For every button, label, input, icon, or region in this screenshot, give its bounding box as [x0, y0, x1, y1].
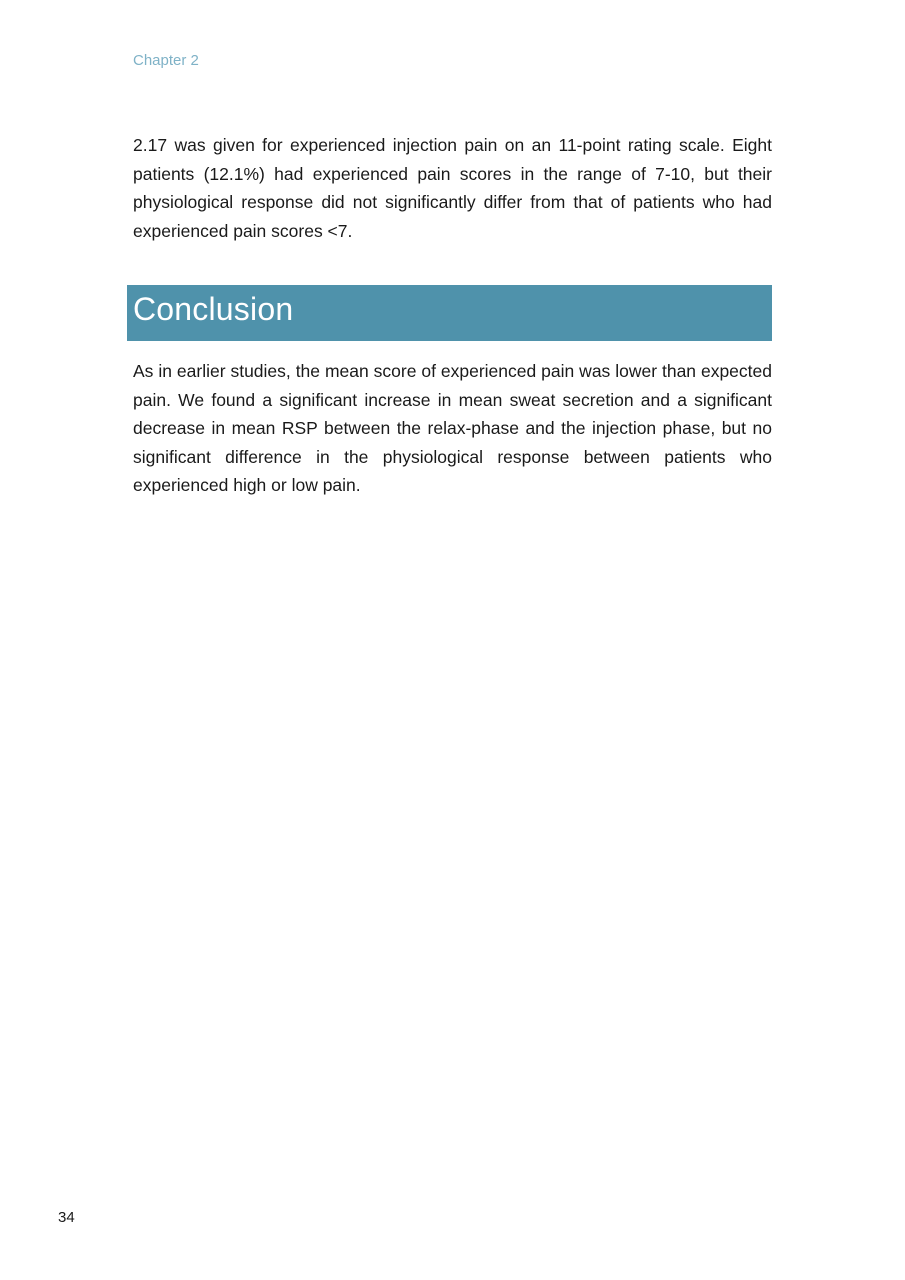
page-number: 34 [58, 1209, 75, 1226]
body-paragraph: 2.17 was given for experienced injection pain on an 11-point rating scale. Eight patients (12.1%) had experienced pain scores in the range of 7-10, but their physiological response did not significantly differ from that of patients who had experienced pain scores <7. [133, 135, 772, 241]
running-header: Chapter 2 [133, 52, 199, 69]
conclusion-paragraph: As in earlier studies, the mean score of experienced pain was lower than expected pain. We found a significant increase in mean sweat secretion and a significant decrease in mean RSP between the relax-phase and the injection phase, but no significant difference in the physiological response between patients who experienced high or low pain. [133, 361, 772, 496]
section-heading: Conclusion [133, 291, 294, 327]
section-heading-bar [127, 285, 772, 341]
